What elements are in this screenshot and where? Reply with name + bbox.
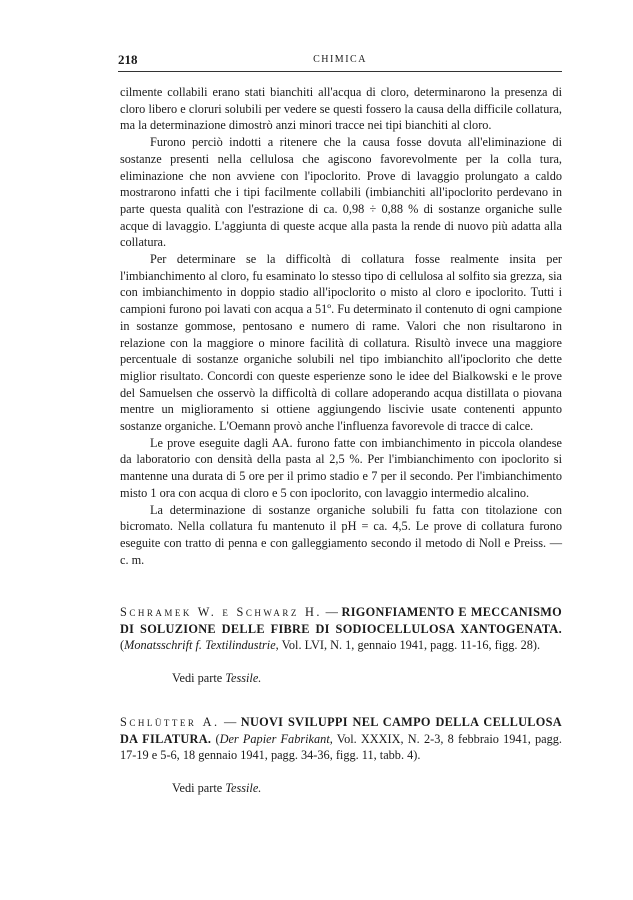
paragraph: Furono perciò indotti a ritenere che la causa fosse dovuta all'eliminazione di sostanze presenti nella cellulosa che agiscono favorevolmente per la colla tura, eliminazione che non avviene con l'ipoclorito. Prove di lavaggio prolungato a caldo mostrarono infatti che i tipi facilmente collabili (imbianchiti all'ipoclorito perdevano in parte questa qualità con l'estrazione di ca. 0,98 ÷ 0,88 % di sostanze organiche sulle acque di lavaggio. L'aggiunta di queste acque alla pasta la rende di nuovo più adatta alla collatura. [120, 135, 562, 250]
header-rule [118, 71, 562, 72]
see-target: Tessile. [225, 671, 262, 686]
see-target: Tessile. [225, 781, 262, 796]
entry-dash: — [321, 605, 342, 619]
entry-citation: Schramek W. e Schwarz H. — RIGONFIAMENTO E MECCANISMO DI SOLUZIONE DELLE FIBRE DI SODIOCELLULOSA XANTOGENATA. (Monatsschrift f. Textilindustrie, Vol. LVI, N. 1, gennaio 1941, pagg. 11-16, figg. 28). [120, 605, 562, 653]
page-header [118, 52, 562, 72]
paragraph: cilmente collabili erano stati bianchiti all'acqua di cloro, determinarono la presenza di cloro libero e cloruri solubili per vedere se questi fossero la causa della difficile collatura, ma la determinazione dimostrò anzi minori tracce nei tipi bianchiti al cloro. [120, 85, 562, 133]
entry-authors: Schlütter A. [120, 715, 220, 729]
entry-citation-details: , Vol. XXXIX, N. 2-3, 8 febbraio 1941, pagg. 17-19 e 5-6, 18 gennaio 1941, pagg. 34-36, figg. 11, tabb. 4). [120, 731, 562, 763]
article-body [120, 84, 562, 568]
entry-journal: Monatsschrift f. Textilindustrie [124, 638, 276, 653]
see-prefix: Vedi parte [172, 671, 223, 686]
entry-title: RIGONFIAMENTO E MECCANISMO DI SOLUZIONE DELLE FIBRE DI SODIOCELLULOSA XANTOGENATA. [120, 605, 562, 636]
entry-journal: Der Papier Fabrikant [219, 731, 330, 746]
bibliography-entry [120, 604, 562, 687]
entry-see-also [120, 780, 562, 797]
paragraph: Per determinare se la difficoltà di collatura fosse realmente insita per l'imbianchimento al cloro, fu esaminato lo stesso tipo di cellulosa al solfito sia grezza, sia con imbianchimento in doppio stadio all'ipoclorito o misto al cloro e ipoclorito. Tutti i campioni furono poi lavati con acqua a 51º. Fu determinato il contenuto di ogni campione in sostanze gommose, pentosano e numero di rame. Valori che non risultarono in relazione con la maggiore o minore facilità di collatura. Risultò invece una maggiore percentuale di sostanze organiche solubili nel tipo imbianchito all'ipoclorito che dette miglior risultato. Concordi con queste esperienze sono le idee del Bialkowski e le prove del Samuelsen che osservò la difficoltà di collare adoperando acqua distillata o piovana mentre un miglioramento si ottiene aggiungendo liscivie usate contenenti appunto sostanze organiche. L'Oemann provò anche l'influenza favorevole di tracce di calce. [120, 252, 562, 434]
running-head: CHIMICA [313, 54, 367, 65]
entry-citation: Schlütter A. — NUOVI SVILUPPI NEL CAMPO DELLA CELLULOSA DA FILATURA. (Der Papier Fabrikant, Vol. XXXIX, N. 2-3, 8 febbraio 1941, pagg. 17-19 e 5-6, 18 gennaio 1941, pagg. 34-36, figg. 11, tabb. 4). [120, 715, 562, 763]
bibliography-entry [120, 714, 562, 797]
entry-authors: Schramek W. e Schwarz H. [120, 605, 322, 619]
entry-see-also [120, 670, 562, 687]
paragraph: La determinazione di sostanze organiche solubili fu fatta con titolazione con bicromato. Nella collatura fu mantenuto il pH = ca. 4,5. Le prove di collatura furono eseguite con tratto di penna e con galleggiamento secondo il metodo di Noll e Preiss. — c. m. [120, 502, 562, 567]
entry-citation-details: , Vol. LVI, N. 1, gennaio 1941, pagg. 11-16, figg. 28). [275, 638, 541, 653]
entry-title: NUOVI SVILUPPI NEL CAMPO DELLA CELLULOSA DA FILATURA. [120, 715, 562, 746]
paragraph: Le prove eseguite dagli AA. furono fatte con imbianchimento in piccola olandese da laboratorio con densità della pasta al 2,5 %. Per l'imbianchimento con ipoclorito si mantenne una durata di 5 ore per il primo stadio e 7 per il secondo. Per l'imbianchimento misto 1 ora con acqua di cloro e 5 con ipoclorito, con lavaggio intermedio alcalino. [120, 435, 562, 500]
entry-dash: — [219, 715, 241, 729]
page-number: 218 [118, 52, 138, 67]
see-prefix: Vedi parte [172, 781, 223, 796]
